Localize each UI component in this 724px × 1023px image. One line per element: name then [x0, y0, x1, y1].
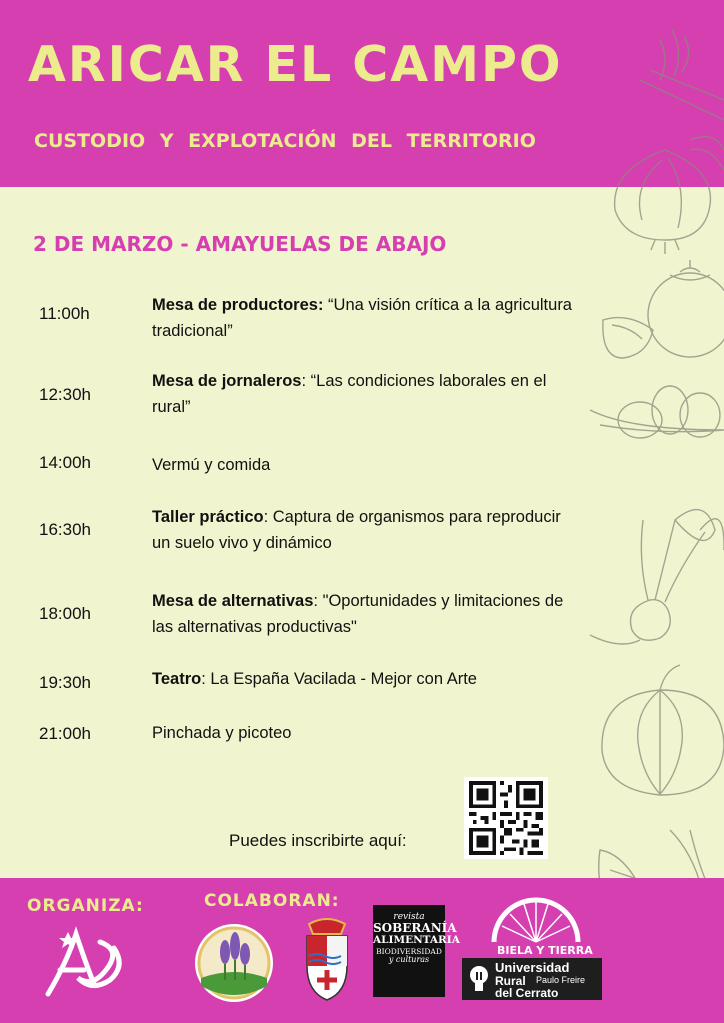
- schedule-description: [152, 292, 572, 344]
- schedule-text: : "Oportunidades y limitaciones de las alternativas productivas": [152, 592, 564, 636]
- organizer-label: ORGANIZA:: [27, 896, 144, 916]
- header-band: [0, 0, 724, 187]
- revista-line: SOBERANÍA: [373, 921, 457, 936]
- schedule-description: [152, 368, 572, 420]
- schedule-title: Taller práctico: [152, 508, 264, 526]
- schedule-time: 12:30h: [39, 385, 91, 404]
- schedule-time: 19:30h: [39, 673, 91, 692]
- schedule-time: 16:30h: [39, 520, 91, 539]
- revista-line: revista: [393, 912, 425, 922]
- qr-code[interactable]: [464, 777, 548, 859]
- event-date-location: 2 DE MARZO - AMAYUELAS DE ABAJO: [33, 232, 447, 256]
- schedule-time: 11:00h: [39, 304, 90, 323]
- universidad-line: del Cerrato: [495, 986, 559, 1000]
- pumpkin-icon: [602, 665, 724, 795]
- poster-title: ARICAR EL CAMPO: [28, 36, 563, 93]
- schedule-text: : “Las condiciones laborales en el rural”: [152, 372, 547, 416]
- lightbulb-icon: [468, 964, 490, 994]
- schedule-time: 18:00h: [39, 604, 91, 623]
- schedule-title: Teatro: [152, 670, 202, 688]
- tomato-icon: [603, 260, 724, 358]
- schedule-description: [152, 452, 572, 478]
- lavender-logo: [193, 922, 275, 1004]
- schedule-time: 21:00h: [39, 724, 91, 743]
- universidad-line: Universidad: [495, 960, 570, 975]
- revista-line: BIODIVERSIDAD: [376, 947, 442, 957]
- collaborators-label: COLABORAN:: [204, 891, 340, 911]
- schedule-description: [152, 504, 572, 556]
- schedule-text: : La España Vacilada - Mejor con Arte: [201, 670, 477, 688]
- schedule-text: “Una visión crítica a la agricultura tradicional”: [152, 296, 572, 340]
- schedule-description: [152, 720, 572, 746]
- revista-soberania-logo: [373, 905, 460, 997]
- schedule-title: Mesa de alternativas: [152, 592, 314, 610]
- universidad-line: Paulo Freire: [536, 975, 586, 985]
- revista-line: ALIMENTARIA: [373, 934, 460, 947]
- biela-label: BIELA Y TIERRA: [497, 944, 593, 957]
- schedule-text: Vermú y comida: [152, 456, 271, 474]
- coat-of-arms-logo: [301, 918, 353, 1002]
- universidad-line: Rural: [495, 974, 526, 988]
- poster-subtitle: CUSTODIO Y EXPLOTACIÓN DEL TERRITORIO: [34, 130, 536, 152]
- registration-label: Puedes inscribirte aquí:: [229, 831, 407, 850]
- beet-icon: [590, 510, 724, 644]
- eggs-icon: [590, 386, 724, 438]
- revista-line: y culturas: [388, 954, 430, 964]
- schedule-description: [152, 666, 572, 692]
- schedule-time: 14:00h: [39, 453, 91, 472]
- schedule-text: Pinchada y picoteo: [152, 724, 292, 742]
- organizer-logo: [40, 922, 130, 1000]
- universidad-rural-logo: [462, 958, 602, 1000]
- biela-wheel-icon: [488, 896, 584, 944]
- schedule-description: [152, 588, 572, 640]
- schedule-title: Mesa de jornaleros: [152, 372, 302, 390]
- schedule-text: : Captura de organismos para reproducir un suelo vivo y dinámico: [152, 508, 561, 552]
- schedule-title: Mesa de productores:: [152, 296, 324, 314]
